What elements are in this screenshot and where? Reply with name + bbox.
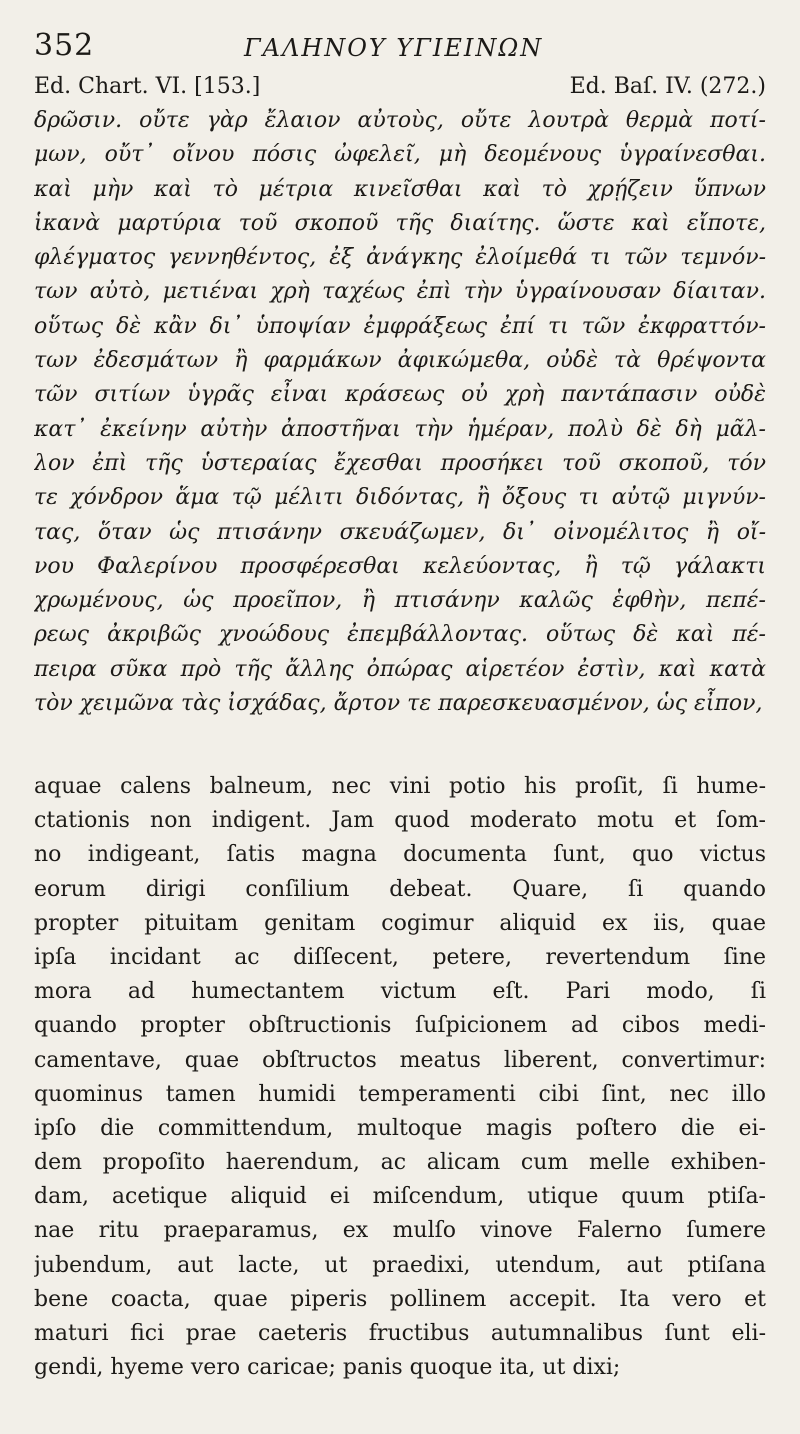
- greek-text-line: των αὐτὸ, μετιέναι χρὴ ταχέως ἐπὶ τὴν ὑγραίνουσαν δίαιταν.: [34, 279, 766, 305]
- latin-text-line: dam, acetique aliquid ei miſcendum, utique quum ptiſa-: [34, 1184, 766, 1210]
- greek-text-line: νου Φαλερίνου προσφέρεσθαι κελεύοντας, ἢ τῷ γάλακτι: [34, 553, 766, 579]
- greek-text-line: καὶ μὴν καὶ τὸ μέτρια κινεῖσθαι καὶ τὸ χρῄζειν ὕπνων: [34, 176, 766, 202]
- greek-text-line: οὕτως δὲ κἂν δι᾽ ὑποψίαν ἐμφράξεως ἐπί τι τῶν ἐκφραττόν-: [34, 313, 766, 339]
- latin-text-block: [34, 770, 766, 1385]
- latin-text-line: camentave, quae obſtructos meatus liberent, convertimur:: [34, 1047, 766, 1073]
- latin-text-line: propter pituitam genitam cogimur aliquid ex iis, quae: [34, 910, 766, 936]
- greek-text-line: χρωμένους, ὡς προεῖπον, ἢ πτισάνην καλῶς ἑφθὴν, πεπέ-: [34, 588, 766, 614]
- greek-text-line: τας, ὅταν ὡς πτισάνην σκευάζωμεν, δι᾽ οἰνομέλιτος ἢ οἴ-: [34, 519, 766, 545]
- greek-text-line: τῶν σιτίων ὑγρᾶς εἶναι κράσεως οὐ χρὴ παντάπασιν οὐδὲ: [34, 382, 766, 408]
- greek-text-line: των ἐδεσμάτων ἢ φαρμάκων ἀφικώμεθα, οὐδὲ τὰ θρέψοντα: [34, 348, 766, 374]
- edition-basel-reference: Ed. Baſ. IV. (272.): [569, 74, 766, 99]
- latin-text-line: ipſo die committendum, multoque magis poſtero die ei-: [34, 1115, 766, 1141]
- page-header: [34, 26, 766, 66]
- latin-text-line: ctationis non indigent. Jam quod moderato motu et ſom-: [34, 808, 766, 834]
- greek-text-line: πειρα σῦκα πρὸ τῆς ἄλλης ὀπώρας αἱρετέον ἐστὶν, καὶ κατὰ: [34, 656, 766, 682]
- latin-text-line: quando propter obſtructionis ſuſpicionem ad cibos medi-: [34, 1013, 766, 1039]
- latin-text-line: gendi, hyeme vero caricae; panis quoque ita, ut dixi;: [34, 1355, 621, 1381]
- latin-text-line: nae ritu praeparamus, ex mulſo vinove Falerno ſumere: [34, 1218, 766, 1244]
- latin-text-line: quominus tamen humidi temperamenti cibi ſint, nec illo: [34, 1081, 766, 1107]
- greek-text-line: δρῶσιν. οὔτε γὰρ ἔλαιον αὐτοὺς, οὔτε λουτρὰ θερμὰ ποτί-: [34, 108, 766, 133]
- greek-text-line: τε χόνδρον ἅμα τῷ μέλιτι διδόντας, ἢ ὄξους τι αὐτῷ μιγνύν-: [34, 485, 766, 511]
- greek-text-line: τὸν χειμῶνα τὰς ἰσχάδας, ἄρτον τε παρεσκευασμένον, ὡς εἶπον,: [34, 691, 763, 717]
- latin-text-line: mora ad humectantem victum eſt. Pari modo, ſi: [34, 979, 766, 1005]
- latin-text-line: jubendum, aut lacte, ut praedixi, utendum, aut ptiſana: [34, 1252, 766, 1278]
- greek-text-line: λον ἐπὶ τῆς ὑστεραίας ἔχεσθαι προσήκει τοῦ σκοποῦ, τόν: [34, 450, 766, 476]
- latin-text-line: ipſa incidant ac diſſecent, petere, revertendum ſine: [34, 944, 766, 970]
- edition-chartier-reference: Ed. Chart. VI. [153.]: [34, 74, 261, 99]
- greek-text-block: [34, 104, 766, 721]
- greek-text-line: ρεως ἀκριβῶς χνοώδους ἐπεμβάλλοντας. οὕτως δὲ καὶ πέ-: [34, 622, 766, 648]
- latin-text-line: no indigeant, ſatis magna documenta ſunt, quo victus: [34, 842, 766, 868]
- greek-text-line: φλέγματος γεννηθέντος, ἐξ ἀνάγκης ἐλοίμεθά τι τῶν τεμνόν-: [34, 245, 766, 271]
- running-title: ΓΑΛΗΝΟΥ ΥΓΙΕΙΝΩΝ: [244, 34, 544, 62]
- latin-text-line: bene coacta, quae piperis pollinem accepit. Ita vero et: [34, 1286, 766, 1312]
- greek-text-line: μων, οὔτ᾽ οἴνου πόσις ὠφελεῖ, μὴ δεομένους ὑγραίνεσθαι.: [34, 142, 766, 168]
- edition-reference-line: [34, 74, 766, 104]
- greek-text-line: ἱκανὰ μαρτύρια τοῦ σκοποῦ τῆς διαίτης. ὥστε καὶ εἴποτε,: [34, 210, 766, 236]
- page-number: 352: [34, 28, 95, 63]
- greek-text-line: κατ᾽ ἐκείνην αὐτὴν ἀποστῆναι τὴν ἡμέραν, πολὺ δὲ δὴ μᾶλ-: [34, 416, 766, 442]
- latin-text-line: eorum dirigi conſilium debeat. Quare, ſi quando: [34, 876, 766, 902]
- latin-text-line: aquae calens balneum, nec vini potio his proſit, ſi hume-: [34, 774, 766, 799]
- latin-text-line: maturi fici prae caeteris fructibus autumnalibus ſunt eli-: [34, 1321, 766, 1346]
- latin-text-line: dem propoſito haerendum, ac alicam cum melle exhiben-: [34, 1150, 766, 1176]
